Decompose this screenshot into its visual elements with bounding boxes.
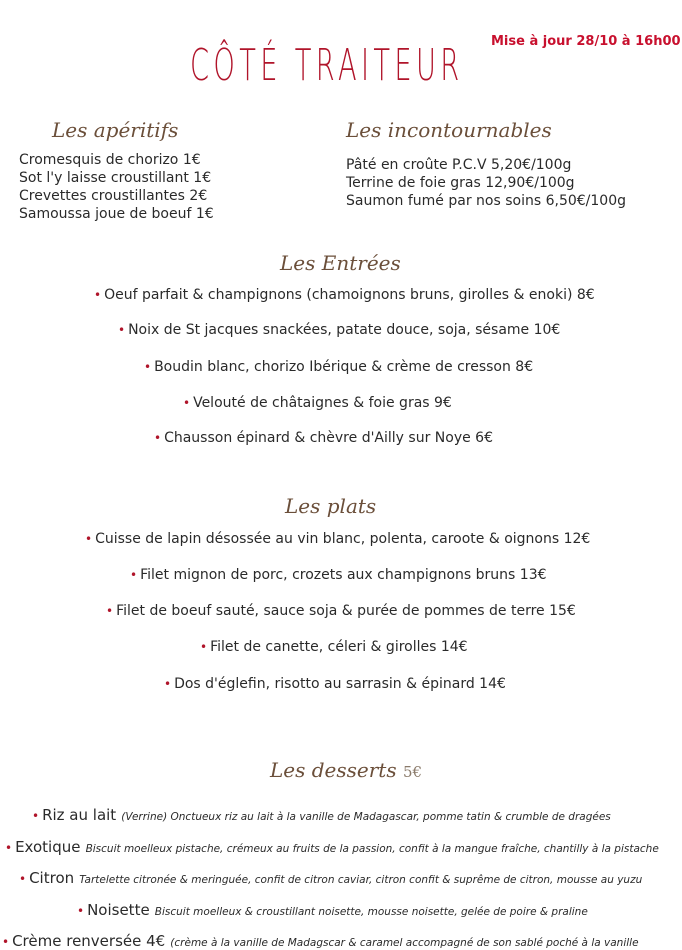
list-item: • Filet de canette, céleri & girolles 14€ [200,639,468,655]
incontournables-list [346,156,626,210]
desserts-heading: Les desserts 5€ [270,758,423,782]
bullet-icon: • [154,431,162,445]
dessert-item: • Crème renversée 4€ (crème à la vanille de Madagscar & caramel accompagné de son sablé poché à la vanille [2,932,639,950]
list-item: • Filet de boeuf sauté, sauce soja & purée de pommes de terre 15€ [106,603,576,619]
plats-heading: Les plats [285,494,377,518]
bullet-icon: • [144,360,152,374]
bullet-icon: • [164,677,172,691]
list-item: • Filet mignon de porc, crozets aux champignons bruns 13€ [130,567,547,583]
list-item: • Chausson épinard & chèvre d'Ailly sur Noye 6€ [154,430,493,446]
bullet-icon: • [77,904,85,918]
bullet-icon: • [106,604,114,618]
update-notice: Mise à jour 28/10 à 16h00 [491,34,681,49]
list-item: • Dos d'églefin, risotto au sarrasin & épinard 14€ [164,676,506,692]
aperitifs-list [19,151,214,223]
dessert-item: • Citron Tartelette citronée & meringuée, confit de citron caviar, citron confit & suprême de citron, mousse au yuzu [19,869,643,887]
list-item: Saumon fumé par nos soins 6,50€/100g [346,193,626,209]
dessert-item: • Exotique Biscuit moelleux pistache, crémeux au fruits de la passion, confit à la mangue fraîche, chantilly à la pistache [5,838,659,856]
dessert-item: • Noisette Biscuit moelleux & croustillant noisette, mousse noisette, gelée de poire & praline [77,901,588,919]
desserts-price: 5€ [402,763,423,781]
list-item: Pâté en croûte P.C.V 5,20€/100g [346,157,572,173]
list-item: Samoussa joue de boeuf 1€ [19,206,214,222]
bullet-icon: • [19,872,27,886]
list-item: Crevettes croustillantes 2€ [19,188,208,204]
list-item: Cromesquis de chorizo 1€ [19,152,201,168]
bullet-icon: • [200,640,208,654]
list-item: Terrine de foie gras 12,90€/100g [346,175,575,191]
list-item: • Oeuf parfait & champignons (chamoignons bruns, girolles & enoki) 8€ [94,287,595,303]
bullet-icon: • [5,841,13,855]
bullet-icon: • [183,396,191,410]
aperitifs-heading: Les apéritifs [52,118,179,142]
bullet-icon: • [130,568,138,582]
bullet-icon: • [2,935,10,949]
bullet-icon: • [118,323,126,337]
incontournables-heading: Les incontournables [346,118,552,142]
bullet-icon: • [94,288,102,302]
list-item: Sot l'y laisse croustillant 1€ [19,170,212,186]
bullet-icon: • [85,532,93,546]
list-item: • Velouté de châtaignes & foie gras 9€ [183,395,452,411]
page-title: CÔTÉ TRAITEUR [190,40,464,91]
list-item: • Noix de St jacques snackées, patate douce, soja, sésame 10€ [118,322,561,338]
dessert-item: • Riz au lait (Verrine) Onctueux riz au lait à la vanille de Madagascar, pomme tatin & crumble de dragées [32,806,611,824]
entrees-heading: Les Entrées [280,251,401,275]
list-item: • Boudin blanc, chorizo Ibérique & crème de cresson 8€ [144,359,534,375]
bullet-icon: • [32,809,40,823]
list-item: • Cuisse de lapin désossée au vin blanc, polenta, caroote & oignons 12€ [85,531,591,547]
